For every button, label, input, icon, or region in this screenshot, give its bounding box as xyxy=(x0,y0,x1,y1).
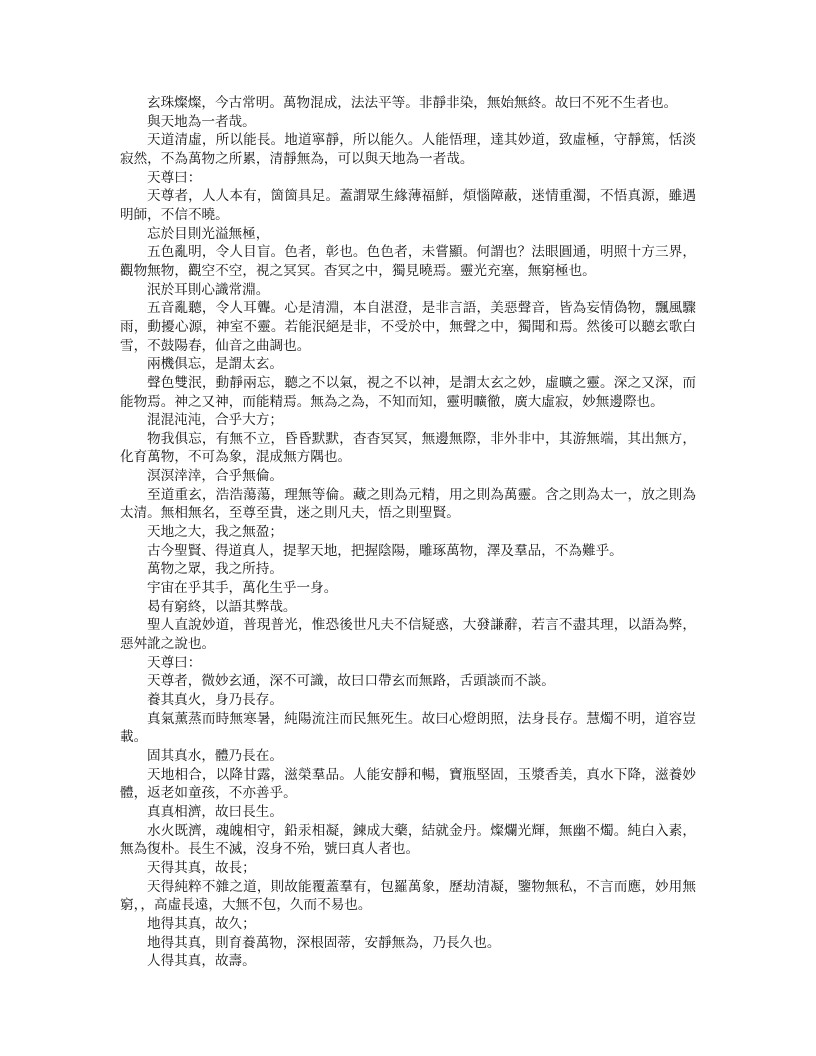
paragraph-25: 真氣薰蒸而時無寒暑，純陽流注而民無死生。故曰心燈朗照，法身長存。慧燭不明，道容豈載。 xyxy=(120,710,696,746)
paragraph-14: 溟溟涬涬，合乎無倫。 xyxy=(147,468,283,485)
paragraph-18: 萬物之眾，我之所持。 xyxy=(147,561,283,578)
paragraph-23: 天尊者，微妙玄通，深不可識，故曰口帶玄而無路，舌頭談而不談。 xyxy=(147,673,555,690)
paragraph-24: 養其真火，身乃長存。 xyxy=(147,692,283,708)
paragraph-13: 物我俱忘，有無不立，昏昏默默，杳杳冥冥，無邊無際，非外非中，其游無端，其出無方，化育萬物，不可為象，混成無方隅也。 xyxy=(120,430,696,466)
paragraph-22: 天尊曰： xyxy=(147,654,202,671)
paragraph-21: 聖人直說妙道，普現普光，惟恐後世凡夫不信疑惑，大發謙辭，若言不盡其理，以語為弊，惡舛訛之說也。 xyxy=(120,617,696,653)
paragraph-15: 至道重玄，浩浩蕩蕩，理無等倫。藏之則為元精，用之則為萬靈。含之則為太一，放之則為太清。無相無名，至尊至貴，迷之則凡夫，悟之則聖賢。 xyxy=(120,486,696,522)
paragraph-12: 混混沌沌，合乎大方； xyxy=(147,412,283,429)
paragraph-30: 天得其真，故長； xyxy=(147,859,256,876)
paragraph-3: 天道清虛，所以能長。地道寧靜，所以能久。人能悟理，達其妙道，致虛極，守靜篤，恬淡寂然，不為萬物之所累，清靜無為，可以與天地為一者哉。 xyxy=(120,132,696,167)
paragraph-28: 真真相濟，故曰長生。 xyxy=(147,803,283,820)
paragraph-9: 五音亂聽，令人耳聾。心是清淵，本自湛澄，是非言語，美惡聲音，皆為妄情偽物，飄風驟雨，動擾心源，神室不靈。若能泯絕是非，不受於中，無聲之中，獨聞和焉。然後可以聽玄歌白雪，不鼓陽春，仙音之曲調也。 xyxy=(120,300,696,354)
paragraph-29: 水火既濟，魂魄相守，鉛汞相凝，鍊成大藥，結就金丹。燦爛光輝，無幽不燭。純白入素，無為復朴。長生不滅，沒身不殆，號曰真人者也。 xyxy=(120,822,696,858)
paragraph-6: 忘於目則光溢無極， xyxy=(147,225,270,242)
paragraph-11: 聲色雙泯，動靜兩忘，聽之不以氣，視之不以神，是謂太玄之妙，虛曠之靈。深之又深，而能物焉。神之又神，而能精焉。無為之為，不知而知，靈明曠徹，廣大虛寂，妙無邊際也。 xyxy=(120,374,696,410)
paragraph-10: 兩機俱忘，是謂太玄。 xyxy=(147,356,283,373)
paragraph-5: 天尊者，人人本有，箇箇具足。蓋謂眾生緣薄福鮮，煩惱障蔽，迷情重濁，不悟真源，雖遇明師，不信不曉。 xyxy=(120,188,696,223)
paragraph-34: 人得其真，故壽。 xyxy=(147,953,256,970)
paragraph-20: 曷有窮終，以語其弊哉。 xyxy=(147,598,297,615)
document-page xyxy=(120,94,696,971)
paragraph-2: 與天地為一者哉。 xyxy=(147,113,256,130)
paragraph-27: 天地相合，以降甘露，滋榮羣品。人能安靜和暢，寶瓶堅固，玉漿香美，真水下降，滋養妙體，返老如童孩，不亦善乎。 xyxy=(120,766,696,802)
paragraph-33: 地得其真，則育養萬物，深根固蒂，安靜無為，乃長久也。 xyxy=(147,934,501,951)
paragraph-17: 古今聖賢、得道真人，提挈天地，把握陰陽，雕琢萬物，澤及羣品，不為難乎。 xyxy=(147,542,623,559)
paragraph-8: 泯於耳則心識常淵。 xyxy=(147,281,270,298)
paragraph-32: 地得其真，故久； xyxy=(147,915,256,932)
paragraph-16: 天地之大，我之無盈； xyxy=(147,524,283,541)
paragraph-31: 天得純粹不雜之道，則故能覆蓋羣有，包羅萬象，歷劫清凝，鑒物無私，不言而應，妙用無窮，，高虛長遠，大無不包，久而不易也。 xyxy=(120,878,696,914)
paragraph-4: 天尊曰： xyxy=(147,169,202,186)
paragraph-7: 五色亂明，令人目盲。色者，彰也。色色者，未嘗顯。何謂也？法眼圓通，明照十方三界，觀物無物，觀空不空，視之冥冥。杳冥之中，獨見曉焉。靈光充塞，無窮極也。 xyxy=(120,244,696,279)
paragraph-1: 玄珠燦燦，今古常明。萬物混成，法法平等。非靜非染，無始無終。故曰不死不生者也。 xyxy=(147,95,678,111)
paragraph-19: 宇宙在乎其手，萬化生乎一身。 xyxy=(147,580,338,597)
paragraph-26: 固其真水，體乃長在。 xyxy=(147,747,283,764)
